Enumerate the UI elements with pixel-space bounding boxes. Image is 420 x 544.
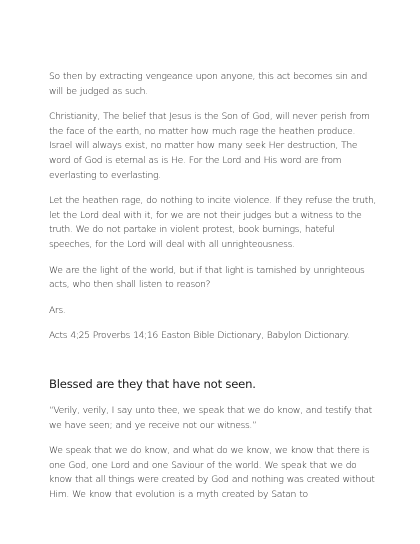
document-body — [49, 70, 379, 513]
paragraph-references: Acts 4;25 Proverbs 14;16 Easton Bible Dictionary, Babylon Dictionary. — [49, 330, 350, 342]
paragraph-we-speak: We speak that we do know, and what do we know, we know that there is one God, one Lord and one Saviour of the world. We speak that we do know that all things were created by God and nothing was created without Him. We know that evolution is a myth created by Satan to — [49, 445, 375, 500]
paragraph-vengeance: So then by extracting vengeance upon anyone, this act becomes sin and will be judged as such. — [49, 71, 367, 97]
paragraph-light-of-world: We are the light of the world, but if that light is tarnished by unrighteous acts, who then shall listen to reason? — [49, 264, 365, 291]
section-heading: Blessed are they that have not seen. — [49, 376, 256, 391]
paragraph-signature: Ars. — [49, 304, 66, 316]
paragraph-verily-quote: “Verily, verily, I say unto thee, we speak that we do know, and testify that we have seen; and ye receive not our witness.” — [49, 404, 372, 431]
section-spacer — [49, 355, 379, 377]
paragraph-heathen-rage: Let the heathen rage, do nothing to incite violence. If they refuse the truth, let the Lord deal with it, for we are not their judges but a witness to the truth. We do not partake in violent protest, book burnings, hateful speeches, for the Lord will deal with all unrighteousness. — [49, 195, 376, 250]
paragraph-christianity: Christianity, The belief that Jesus is the Son of God, will never perish from the face of the earth, no matter how much rage the heathen produce. Israel will always exist, no matter how many seek Her destruction, The word of God is eternal as is He. For the Lord and His word are from everlasting to everlasting. — [49, 111, 370, 181]
